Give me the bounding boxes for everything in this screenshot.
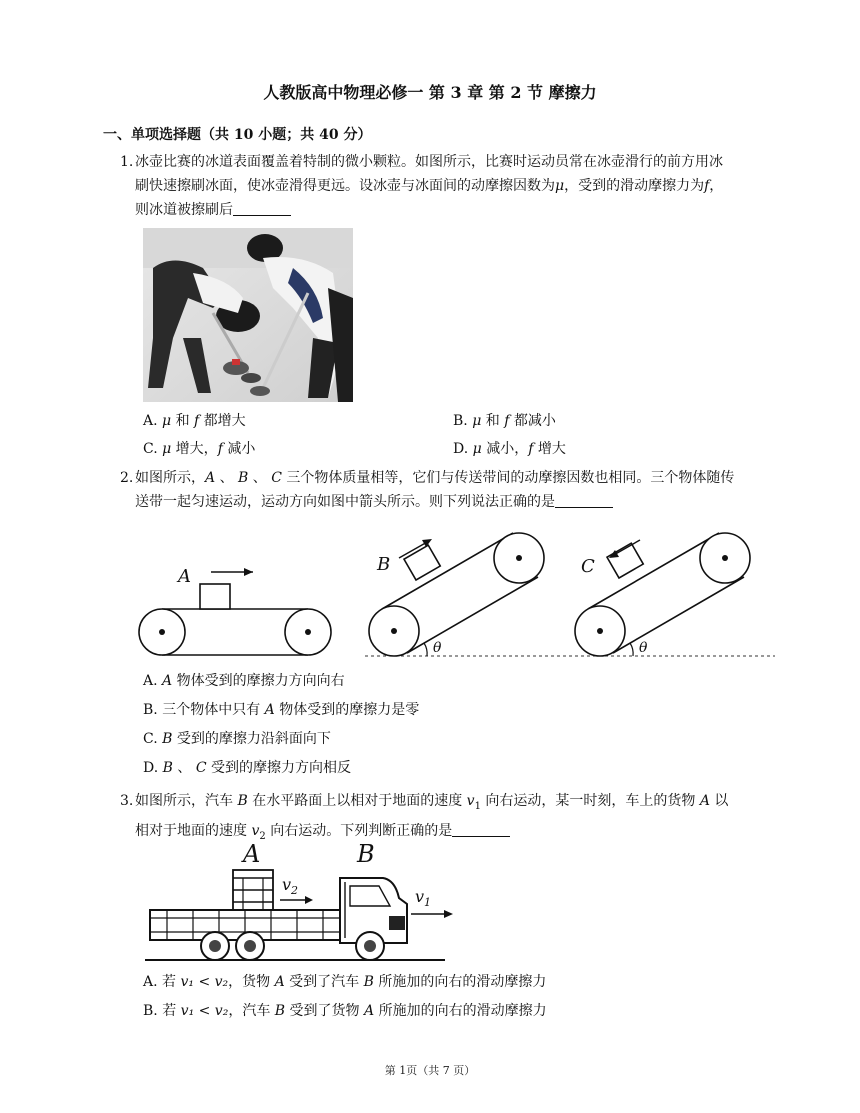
page-footer: 第 1页（共 7 页） xyxy=(384,1064,476,1077)
inclined-belt-c xyxy=(575,533,750,656)
question-number: 1. xyxy=(120,154,134,170)
question-text-line: 冰壶比赛的冰道表面覆盖着特制的微小颗粒。如图所示，比赛时运动员常在冰壶滑行的前方用冰 xyxy=(135,154,723,170)
section-heading: 一、单项选择题（共 10 小题；共 40 分） xyxy=(103,127,372,143)
label-b: B xyxy=(357,840,375,868)
theta-label: θ xyxy=(433,640,442,656)
page-title: 人教版高中物理必修一 第 3 章 第 2 节 摩擦力 xyxy=(263,83,597,102)
option-B[interactable]: B. 三个物体中只有 A 物体受到的摩擦力是零 xyxy=(143,702,420,718)
question-text-line: 则冰道被擦刷后 xyxy=(135,198,770,222)
answer-blank[interactable] xyxy=(233,201,291,216)
question-number: 3. xyxy=(120,793,134,809)
label-b: B xyxy=(377,554,391,575)
answer-blank[interactable] xyxy=(452,822,510,837)
option-D[interactable]: D. B 、 C 受到的摩擦力方向相反 xyxy=(143,760,352,776)
inclined-belt-b xyxy=(369,533,544,656)
curling-photo xyxy=(143,228,353,402)
question-number: 2. xyxy=(120,470,134,486)
option-B[interactable]: B. 若 v₁ < v₂，汽车 B 受到了货物 A 所施加的向右的滑动摩擦力 xyxy=(143,1003,547,1019)
question-text-line: 如图所示，汽车 B 在水平路面上以相对于地面的速度 $v_1$ 向右运动，某一时刻，车上的货物 A 以 xyxy=(135,793,729,812)
label-a: A xyxy=(178,566,191,587)
option-D[interactable]: D. μ 减小，f 增大 xyxy=(453,441,566,457)
label-c: C xyxy=(581,556,595,577)
option-C[interactable]: C. B 受到的摩擦力沿斜面向下 xyxy=(143,731,331,747)
option-A[interactable]: A. A 物体受到的摩擦力方向向右 xyxy=(143,673,345,689)
answer-blank[interactable] xyxy=(555,493,613,508)
option-B[interactable]: B. μ 和 f 都减小 xyxy=(453,413,556,429)
question-2 xyxy=(120,466,770,514)
question-text-line: 送带一起匀速运动，运动方向如图中箭头所示。则下列说法正确的是 xyxy=(135,490,770,514)
option-A[interactable]: A. 若 v₁ < v₂，货物 A 受到了汽车 B 所施加的向右的滑动摩擦力 xyxy=(143,974,547,990)
option-C[interactable]: C. μ 增大，f 减小 xyxy=(143,441,256,457)
conveyor-belt-figure xyxy=(135,522,775,662)
option-A[interactable]: A. μ 和 f 都增大 xyxy=(143,413,246,429)
theta-label: θ xyxy=(639,640,648,656)
question-text-line: 刷快速擦刷冰面，使冰壶滑得更远。设冰壶与冰面间的动摩擦因数为μ，受到的滑动摩擦力为f， xyxy=(135,178,724,194)
label-a: A xyxy=(243,840,261,868)
question-text-line: 相对于地面的速度 $v_2$ 向右运动。下列判断正确的是 xyxy=(135,819,770,849)
v1-label: $v_1$ xyxy=(415,887,432,909)
question-text-line: 如图所示，A 、 B 、 C 三个物体质量相等，它们与传送带间的动摩擦因数也相同。三个物体随传 xyxy=(135,470,735,486)
truck-figure xyxy=(145,838,465,966)
v2-label: $v_2$ xyxy=(282,875,299,897)
question-1 xyxy=(120,150,770,222)
